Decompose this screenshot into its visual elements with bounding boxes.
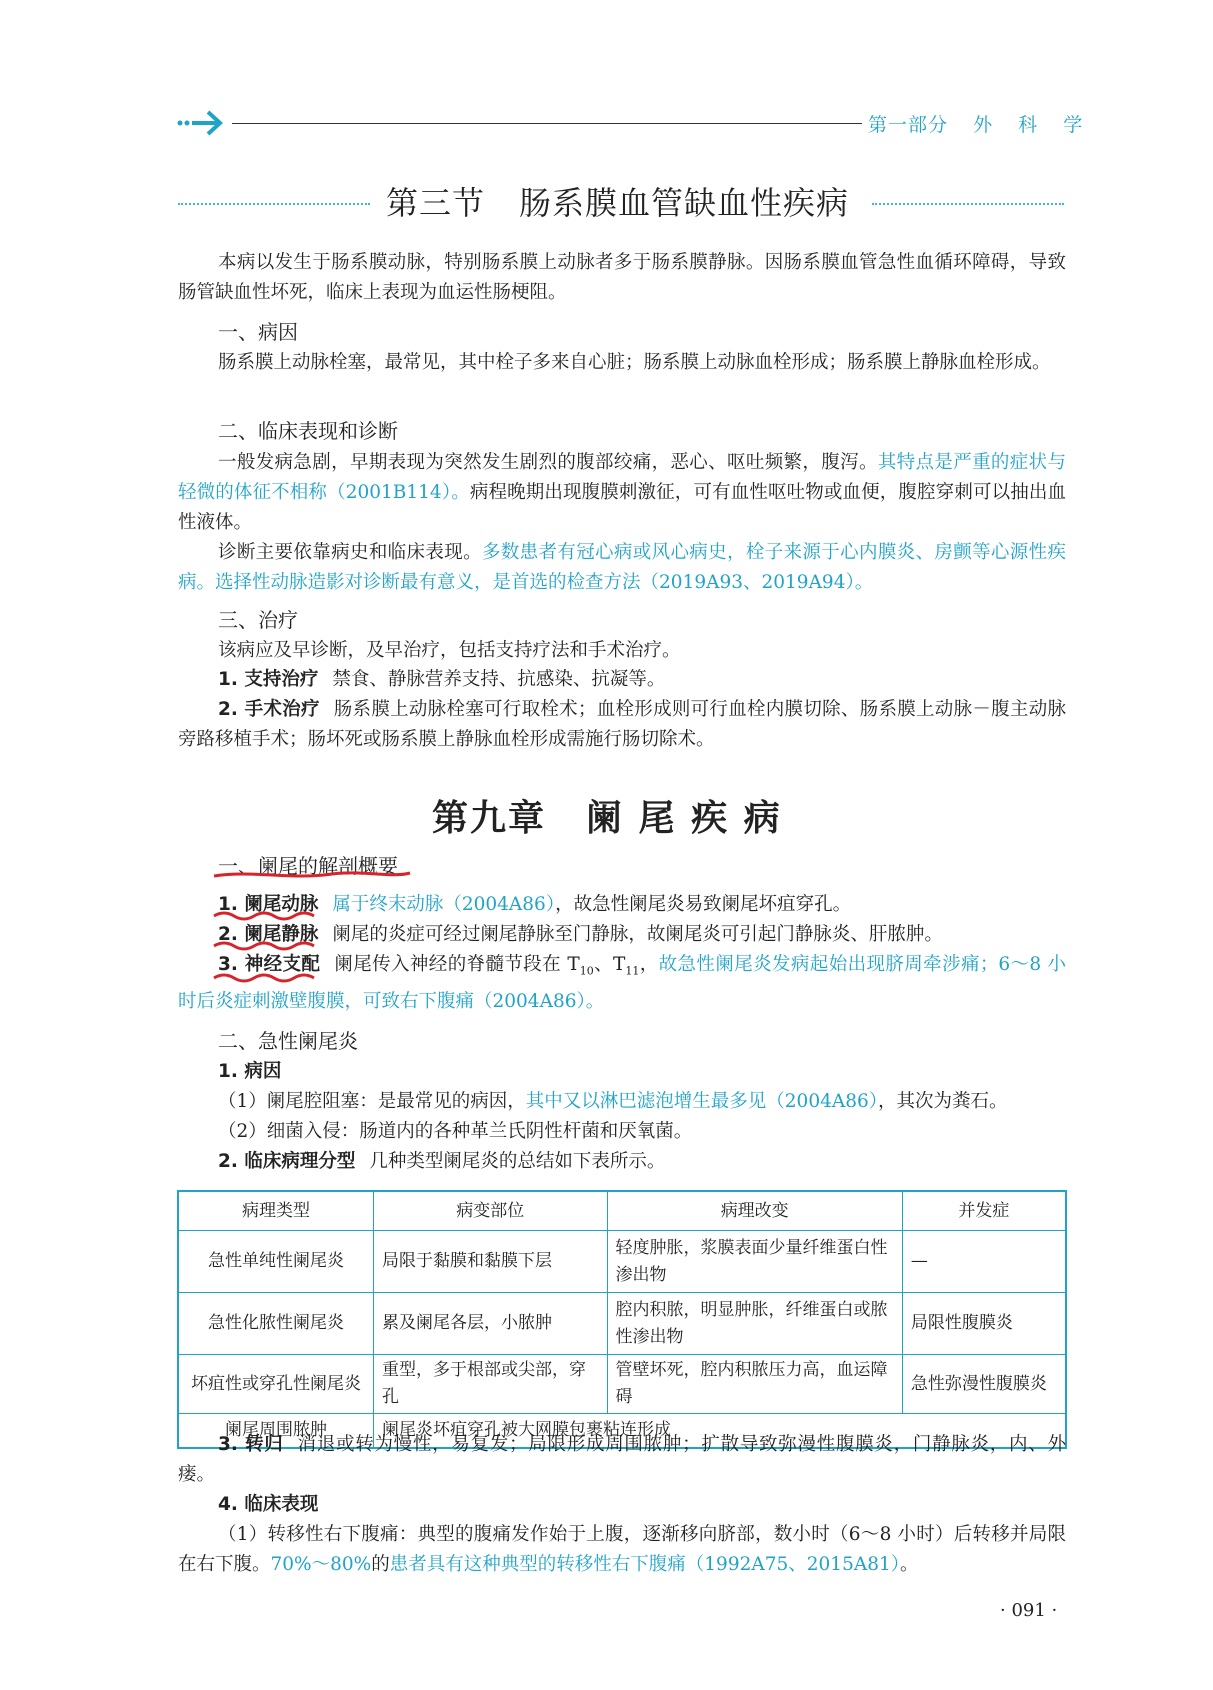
subscript: 10 xyxy=(579,964,594,978)
cause-item-2: （2）细菌入侵：肠道内的各种革兰氏阴性杆菌和厌氧菌。 xyxy=(218,1121,693,1142)
page-number: · 091 · xyxy=(1000,1600,1058,1621)
cause-item-1 xyxy=(218,1087,1008,1117)
section-title xyxy=(386,178,849,224)
anatomy-text: 阑尾的炎症可经过阑尾静脉至门静脉，故阑尾炎可引起门静脉炎、肝脓肿。 xyxy=(332,924,943,945)
anatomy-item-2 xyxy=(218,920,943,950)
column-header: 病理类型 xyxy=(178,1191,374,1231)
diagnosis-highlight: 多数患者有冠心病或风心病史，栓子来源于心内膜炎、房颤等心源性疾病。选择性动脉造影对诊断最有意义，是首选的检查方法（2019A93、2019A94）。 xyxy=(178,542,1066,593)
subsection-label: 3. 转归 xyxy=(218,1434,284,1455)
table-cell: 急性弥漫性腹膜炎 xyxy=(902,1355,1066,1414)
table-cell: 腔内积脓，明显肿胀，纤维蛋白或脓性渗出物 xyxy=(607,1293,902,1355)
manifestation-text: 。 xyxy=(900,1554,919,1575)
table-row xyxy=(178,1355,1066,1414)
header-rule xyxy=(232,123,862,124)
clinical-label-line xyxy=(218,1490,332,1520)
title-dotted-rule-left xyxy=(178,203,370,209)
clinical-heading: 二、临床表现和诊断 xyxy=(218,419,398,443)
table-cell: 坏疽性或穿孔性阑尾炎 xyxy=(178,1355,374,1414)
treatment-item-text: 肠系膜上动脉栓塞可行取栓术；血栓形成则可行血栓内膜切除、肠系膜上动脉－腹主动脉旁路移植手术；肠坏死或肠系膜上静脉血栓形成需施行肠切除术。 xyxy=(178,699,1066,750)
subject-char: 科 xyxy=(1018,114,1039,136)
acute-heading: 二、急性阑尾炎 xyxy=(218,1029,358,1053)
table-cell: 急性单纯性阑尾炎 xyxy=(178,1231,374,1293)
intro-paragraph: 本病以发生于肠系膜动脉，特别肠系膜上动脉者多于肠系膜静脉。因肠系膜血管急性血循环障碍，导致肠管缺血性坏死，临床上表现为血运性肠梗阻。 xyxy=(178,252,1066,303)
cause-highlight: 其中又以淋巴滤泡增生最多见（2004A86） xyxy=(525,1091,879,1112)
manifestation-text: 的 xyxy=(371,1554,390,1575)
outcome-text: 消退或转为慢性，易复发；局限形成周围脓肿；扩散导致弥漫性腹膜炎，门静脉炎，内、外瘘。 xyxy=(178,1434,1066,1485)
cause-paragraph: 肠系膜上动脉栓塞，最常见，其中栓子多来自心脏；肠系膜上动脉血栓形成；肠系膜上静脉血栓形成。 xyxy=(218,352,1051,373)
chapter-number: 第九章 xyxy=(432,797,547,839)
part-label: 第一部分 xyxy=(868,114,949,136)
cause-text: ，其次为粪石。 xyxy=(878,1091,1008,1112)
subscript: 11 xyxy=(625,964,640,978)
treatment-item-2 xyxy=(178,695,1066,755)
anatomy-heading: 一、阑尾的解剖概要 xyxy=(218,854,398,878)
treatment-heading: 三、治疗 xyxy=(218,608,298,632)
subject-char: 外 xyxy=(973,114,994,136)
table-cell: 管壁坏死，腔内积脓压力高，血运障碍 xyxy=(607,1355,902,1414)
anatomy-item-label: 3. 神经支配 xyxy=(218,954,321,975)
table-cell: 局限于黏膜和黏膜下层 xyxy=(374,1231,607,1293)
anatomy-highlight: 故急性阑尾炎发病起始出现脐周牵涉痛；6～8 小时后炎症刺激壁腹膜，可致右下腹痛（2004A86）。 xyxy=(178,954,1066,1012)
type-text: 几种类型阑尾炎的总结如下表所示。 xyxy=(369,1151,666,1172)
column-header: 病变部位 xyxy=(374,1191,607,1231)
anatomy-text: ， xyxy=(639,954,659,975)
treatment-intro: 该病应及早诊断，及早治疗，包括支持疗法和手术治疗。 xyxy=(218,640,681,661)
subsection-label: 2. 临床病理分型 xyxy=(218,1151,356,1172)
anatomy-item-label: 1. 阑尾动脉 xyxy=(218,894,319,915)
clinical-paragraph-1 xyxy=(178,448,1066,538)
table-row xyxy=(178,1293,1066,1355)
table-cell: 阑尾周围脓肿 xyxy=(178,1414,374,1448)
table-cell: 阑尾炎坏疽穿孔被大网膜包裹粘连形成 xyxy=(374,1414,1066,1448)
cause-heading: 一、病因 xyxy=(218,320,298,344)
treatment-item-label: 2. 手术治疗 xyxy=(218,699,320,720)
treatment-item-text: 禁食、静脉营养支持、抗感染、抗凝等。 xyxy=(332,669,666,690)
title-dotted-rule-right xyxy=(872,203,1064,209)
outcome-paragraph xyxy=(178,1430,1066,1490)
arrow-icon xyxy=(176,108,226,138)
subsection-label: 1. 病因 xyxy=(218,1061,282,1082)
anatomy-text: 阑尾传入神经的脊髓节段在 T xyxy=(334,954,580,975)
anatomy-text: 、T xyxy=(593,954,626,975)
clinical-highlight: 其特点是严重的症状与轻微的体征不相称（2001B114）。 xyxy=(178,452,1066,503)
cause-text: （1）阑尾腔阻塞：是最常见的病因， xyxy=(218,1091,526,1112)
section-number: 第三节 xyxy=(386,184,486,222)
pathology-table xyxy=(177,1190,1067,1449)
anatomy-item-1 xyxy=(218,890,851,920)
table-cell: 累及阑尾各层，小脓肿 xyxy=(374,1293,607,1355)
column-header: 病理改变 xyxy=(607,1191,902,1231)
table-cell: — xyxy=(902,1231,1066,1293)
section-title-text: 肠系膜血管缺血性疾病 xyxy=(519,184,850,222)
table-header-row xyxy=(178,1191,1066,1231)
chapter-title-text: 阑 尾 疾 病 xyxy=(586,797,782,839)
clinical-manifestation-paragraph xyxy=(178,1520,1066,1580)
table-cell: 急性化脓性阑尾炎 xyxy=(178,1293,374,1355)
table-cell: 局限性腹膜炎 xyxy=(902,1293,1066,1355)
anatomy-text: ，故急性阑尾炎易致阑尾坏疽穿孔。 xyxy=(555,894,852,915)
clinical-paragraph-2 xyxy=(178,538,1066,598)
manifestation-highlight: 患者具有这种典型的转移性右下腹痛（1992A75、2015A81） xyxy=(389,1554,900,1575)
clinical-text: 一般发病急剧，早期表现为突然发生剧烈的腹部绞痛，恶心、呕吐频繁，腹泻。 xyxy=(218,452,878,473)
treatment-item-1 xyxy=(218,665,665,695)
table-cell: 重型，多于根部或尖部，穿孔 xyxy=(374,1355,607,1414)
manifestation-text: （1）转移性右下腹痛：典型的腹痛发作始于上腹，逐渐移向脐部，数小时（6～8 小时）后转移并局限在右下腹。 xyxy=(178,1524,1066,1575)
chapter-title xyxy=(432,790,782,841)
subject-char: 学 xyxy=(1063,114,1084,136)
anatomy-highlight: 属于终末动脉（2004A86） xyxy=(332,894,556,915)
manifestation-highlight: 70%～80% xyxy=(270,1554,372,1575)
diagnosis-text: 诊断主要依靠病史和临床表现。 xyxy=(218,542,482,563)
table-row xyxy=(178,1231,1066,1293)
type-line xyxy=(218,1147,665,1177)
subsection-label: 4. 临床表现 xyxy=(218,1494,319,1515)
clinical-text: 病程晚期出现腹膜刺激征，可有血性呕吐物或血便，腹腔穿刺可以抽出血性液体。 xyxy=(178,482,1066,533)
treatment-item-label: 1. 支持治疗 xyxy=(218,669,319,690)
acute-cause-label xyxy=(218,1057,295,1087)
table-cell: 轻度肿胀，浆膜表面少量纤维蛋白性渗出物 xyxy=(607,1231,902,1293)
header-part-label xyxy=(868,110,1101,137)
anatomy-item-3 xyxy=(178,950,1066,1017)
column-header: 并发症 xyxy=(902,1191,1066,1231)
anatomy-item-label: 2. 阑尾静脉 xyxy=(218,924,319,945)
